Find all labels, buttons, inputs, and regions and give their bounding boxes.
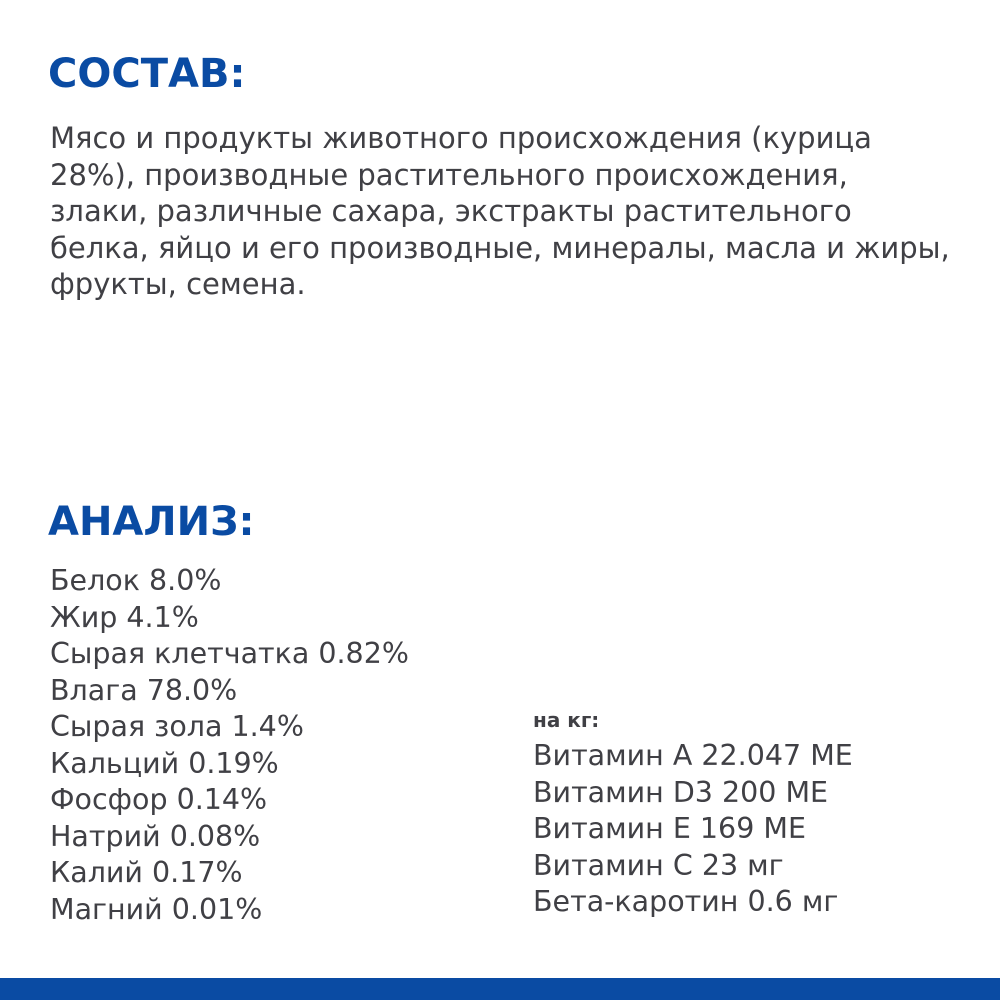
- vitamin-item-beta-carotene: Бета-каротин 0.6 мг: [533, 885, 839, 918]
- vitamin-item-e: Витамин Е 169 МЕ: [533, 812, 806, 845]
- composition-text: Мясо и продукты животного происхождения (курица 28%), производные растительного происхождения, злаки, различные сахара, экстракты растительного белка, яйцо и его производные, минералы, масла и жиры, фрукты, семена.: [50, 121, 950, 301]
- analysis-item-phosphorus: Фосфор 0.14%: [50, 783, 268, 816]
- per-kg-label: на кг:: [533, 708, 600, 732]
- vitamin-item-d3: Витамин D3 200 МЕ: [533, 775, 829, 809]
- analysis-item-crude-fiber: Сырая клетчатка 0.82%: [50, 637, 409, 670]
- analysis-heading: АНАЛИЗ:: [48, 499, 255, 545]
- vitamin-item-c: Витамин С 23 мг: [533, 848, 784, 882]
- composition-heading: СОСТАВ:: [48, 51, 246, 97]
- analysis-item-potassium: Калий 0.17%: [50, 856, 243, 889]
- analysis-item-magnesium: Магний 0.01%: [50, 892, 263, 926]
- footer-bar: [0, 978, 1000, 1000]
- vitamin-list: [533, 738, 853, 921]
- analysis-item-crude-ash: Сырая зола 1.4%: [50, 710, 304, 743]
- analysis-item-fat: Жир 4.1%: [50, 600, 199, 634]
- vitamin-item-a: Витамин А 22.047 МЕ: [533, 739, 853, 772]
- analysis-item-sodium: Натрий 0.08%: [50, 819, 261, 853]
- analysis-item-protein: Белок 8.0%: [50, 564, 222, 597]
- analysis-list: [50, 563, 409, 928]
- per-kg-block: [533, 706, 853, 921]
- analysis-item-calcium: Кальций 0.19%: [50, 746, 279, 780]
- analysis-item-moisture: Влага 78.0%: [50, 673, 238, 707]
